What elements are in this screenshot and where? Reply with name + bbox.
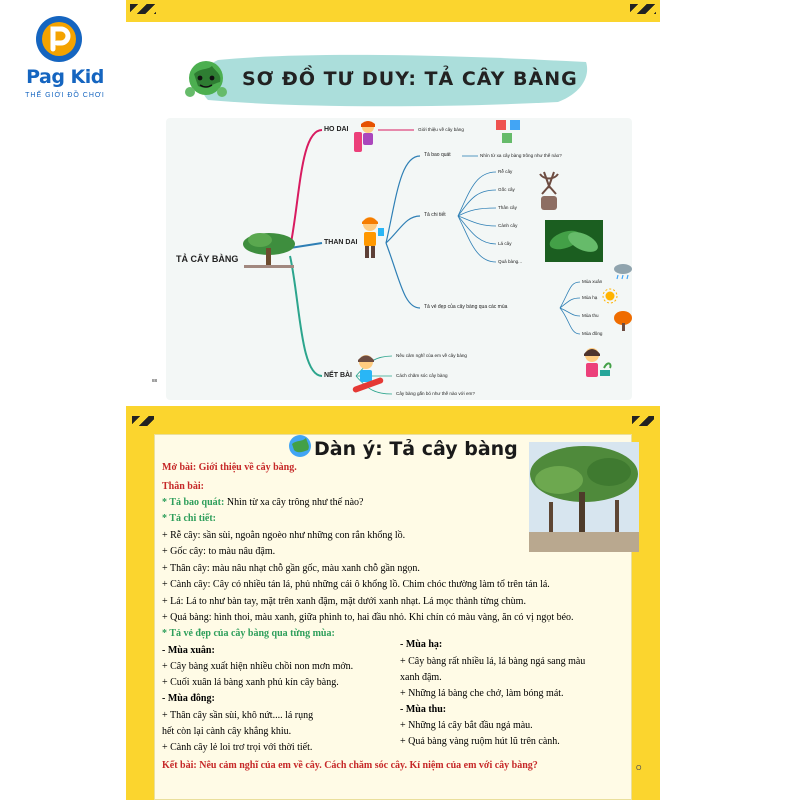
chi-tiet-label: * Tả chi tiết: (162, 513, 216, 524)
mua-dong-label: - Mùa đông: (162, 693, 215, 704)
chi-tiet-item: Gốc cây (498, 187, 515, 192)
mo-bai-leaf: Giới thiệu về cây bàng (418, 127, 464, 132)
chi-tiet-item: + Cành cây: Cây có nhiều tán lá, phủ những cái ô khổng lồ. Chim chóc thường làm tổ trên tán lá. (162, 579, 550, 590)
mindmap-root: TẢ CÂY BÀNG (176, 254, 239, 264)
ket-bai-leaf: Nêu cảm nghĩ của em về cây bàng (396, 353, 467, 358)
mua-ha-item: xanh đậm. (400, 672, 442, 683)
mua-xuan-item: + Cuối xuân lá bàng xanh phủ kín cây bàng. (162, 677, 339, 688)
mua-dong-item: hết còn lại cành cây khẳng khiu. (162, 726, 292, 737)
branch-than-bai: THAN DAI (324, 239, 358, 246)
bao-quat-text: Nhìn từ xa cây trông như thế nào? (224, 497, 364, 508)
chi-tiet-item: Rễ cây (498, 169, 513, 174)
branch-mo-bai: HO DAI (324, 126, 349, 133)
mua-label: * Tả vẻ đẹp của cây bàng qua từng mùa: (162, 628, 335, 639)
chi-tiet-item: Lá cây (498, 241, 512, 246)
girl-watering-plant-icon (578, 346, 614, 386)
sub-chi-tiet: Tả chi tiết (424, 212, 446, 218)
kid-reading-icon (352, 118, 380, 154)
mua-xuan-label: - Mùa xuân: (162, 645, 215, 656)
rain-cloud-icon (612, 262, 634, 280)
bao-quat-label: * Tả bao quát: (162, 497, 225, 508)
sub-tong-quat: Tả bao quát (424, 152, 451, 158)
sub-mua: Tả vẻ đẹp của cây bàng qua các mùa (424, 304, 508, 310)
mua-thu-item: + Những lá cây bắt đầu ngả màu. (400, 720, 533, 731)
kid-writing-icon (350, 352, 386, 394)
mua-dong-item: + Thân cây sần sùi, khô nứt.... lá rụng (162, 710, 314, 721)
chi-tiet-item: Quả bàng... (498, 259, 523, 264)
abc-blocks-icon (494, 118, 524, 146)
corner-stripe (132, 416, 154, 426)
chi-tiet-item: Thân cây (498, 205, 517, 210)
mua-ha-item: + Những lá bàng che chở, làm bóng mát. (400, 688, 564, 699)
mua-ha-item: + Cây bàng rất nhiều lá, lá bàng ngả sang màu (400, 656, 586, 667)
corner-stripe (632, 416, 654, 426)
tree-photo (529, 442, 639, 552)
chi-tiet-item: + Rễ cây: sần sùi, ngoằn ngoèo như những con rắn khổng lồ. (162, 530, 406, 541)
kid-with-flag-icon (356, 214, 386, 260)
chi-tiet-item: + Gốc cây: to màu nâu đậm. (162, 546, 276, 557)
roots-icon (534, 166, 564, 212)
brand-tagline: THẾ GIỚI ĐỒ CHƠI (25, 92, 105, 99)
mua-dong-item: + Cành cây lẻ loi trơ trọi với thời tiết. (162, 742, 313, 753)
ket-bai-leaf: Cách chăm sóc cây bàng (396, 373, 448, 378)
mua-ha-label: - Mùa hạ: (400, 639, 443, 650)
earth-mascot-icon (286, 432, 314, 460)
tree-icon (240, 228, 298, 270)
chi-tiet-item: Cành cây (498, 223, 518, 228)
mo-bai-line: Mở bài: Giới thiệu về cây bàng. (162, 462, 297, 473)
outline-title: Dàn ý: Tả cây bàng (314, 438, 518, 460)
mua-xuan-item: + Cây bàng xuất hiện nhiều chồi non mơn mởn. (162, 661, 354, 672)
brand-name: Pag Kid (26, 66, 104, 88)
than-bai-heading: Thân bài: (162, 481, 204, 492)
season-item: Mùa hạ (582, 295, 598, 300)
mindmap-page-mark: 88 (152, 378, 158, 383)
outline-page-mark: O (636, 765, 642, 772)
leaf-photo-icon (545, 220, 603, 262)
autumn-tree-icon (612, 310, 634, 332)
chi-tiet-item: + Thân cây: màu nâu nhạt chỗ gần gốc, màu xanh chỗ gần ngọn. (162, 563, 420, 574)
mua-thu-label: - Mùa thu: (400, 704, 447, 715)
season-item: Mùa đông (582, 331, 603, 336)
chi-tiet-item: + Quả bàng: hình thoi, màu xanh, giữa phình to, hai đầu nhỏ. Khi chín có màu vàng, ăn có vị ngọt béo. (162, 612, 574, 623)
mua-thu-item: + Quả bàng vàng ruộm hút lũ trên cành. (400, 736, 560, 747)
season-item: Mùa xuân (582, 279, 603, 284)
ket-bai-line: Kết bài: Nêu cảm nghĩ của em về cây. Cách chăm sóc cây. Kỉ niệm của em với cây bàng? (162, 760, 538, 771)
tong-quat-note: Nhìn từ xa cây bàng trông như thế nào? (480, 153, 562, 158)
ket-bai-leaf: Cây bàng gắn bó như thế nào với em? (396, 391, 475, 396)
bao-quat-line (162, 497, 363, 508)
season-item: Mùa thu (582, 313, 599, 318)
sun-icon (602, 288, 618, 304)
chi-tiet-item: + Lá: Lá to như bàn tay, mặt trên xanh đậm, mặt dưới xanh nhạt. Lá mọc thành từng chùm. (162, 596, 526, 607)
mindmap-title: SƠ ĐỒ TƯ DUY: TẢ CÂY BÀNG (242, 68, 578, 90)
branch-ket-bai: NẾT BÀI (324, 372, 352, 379)
